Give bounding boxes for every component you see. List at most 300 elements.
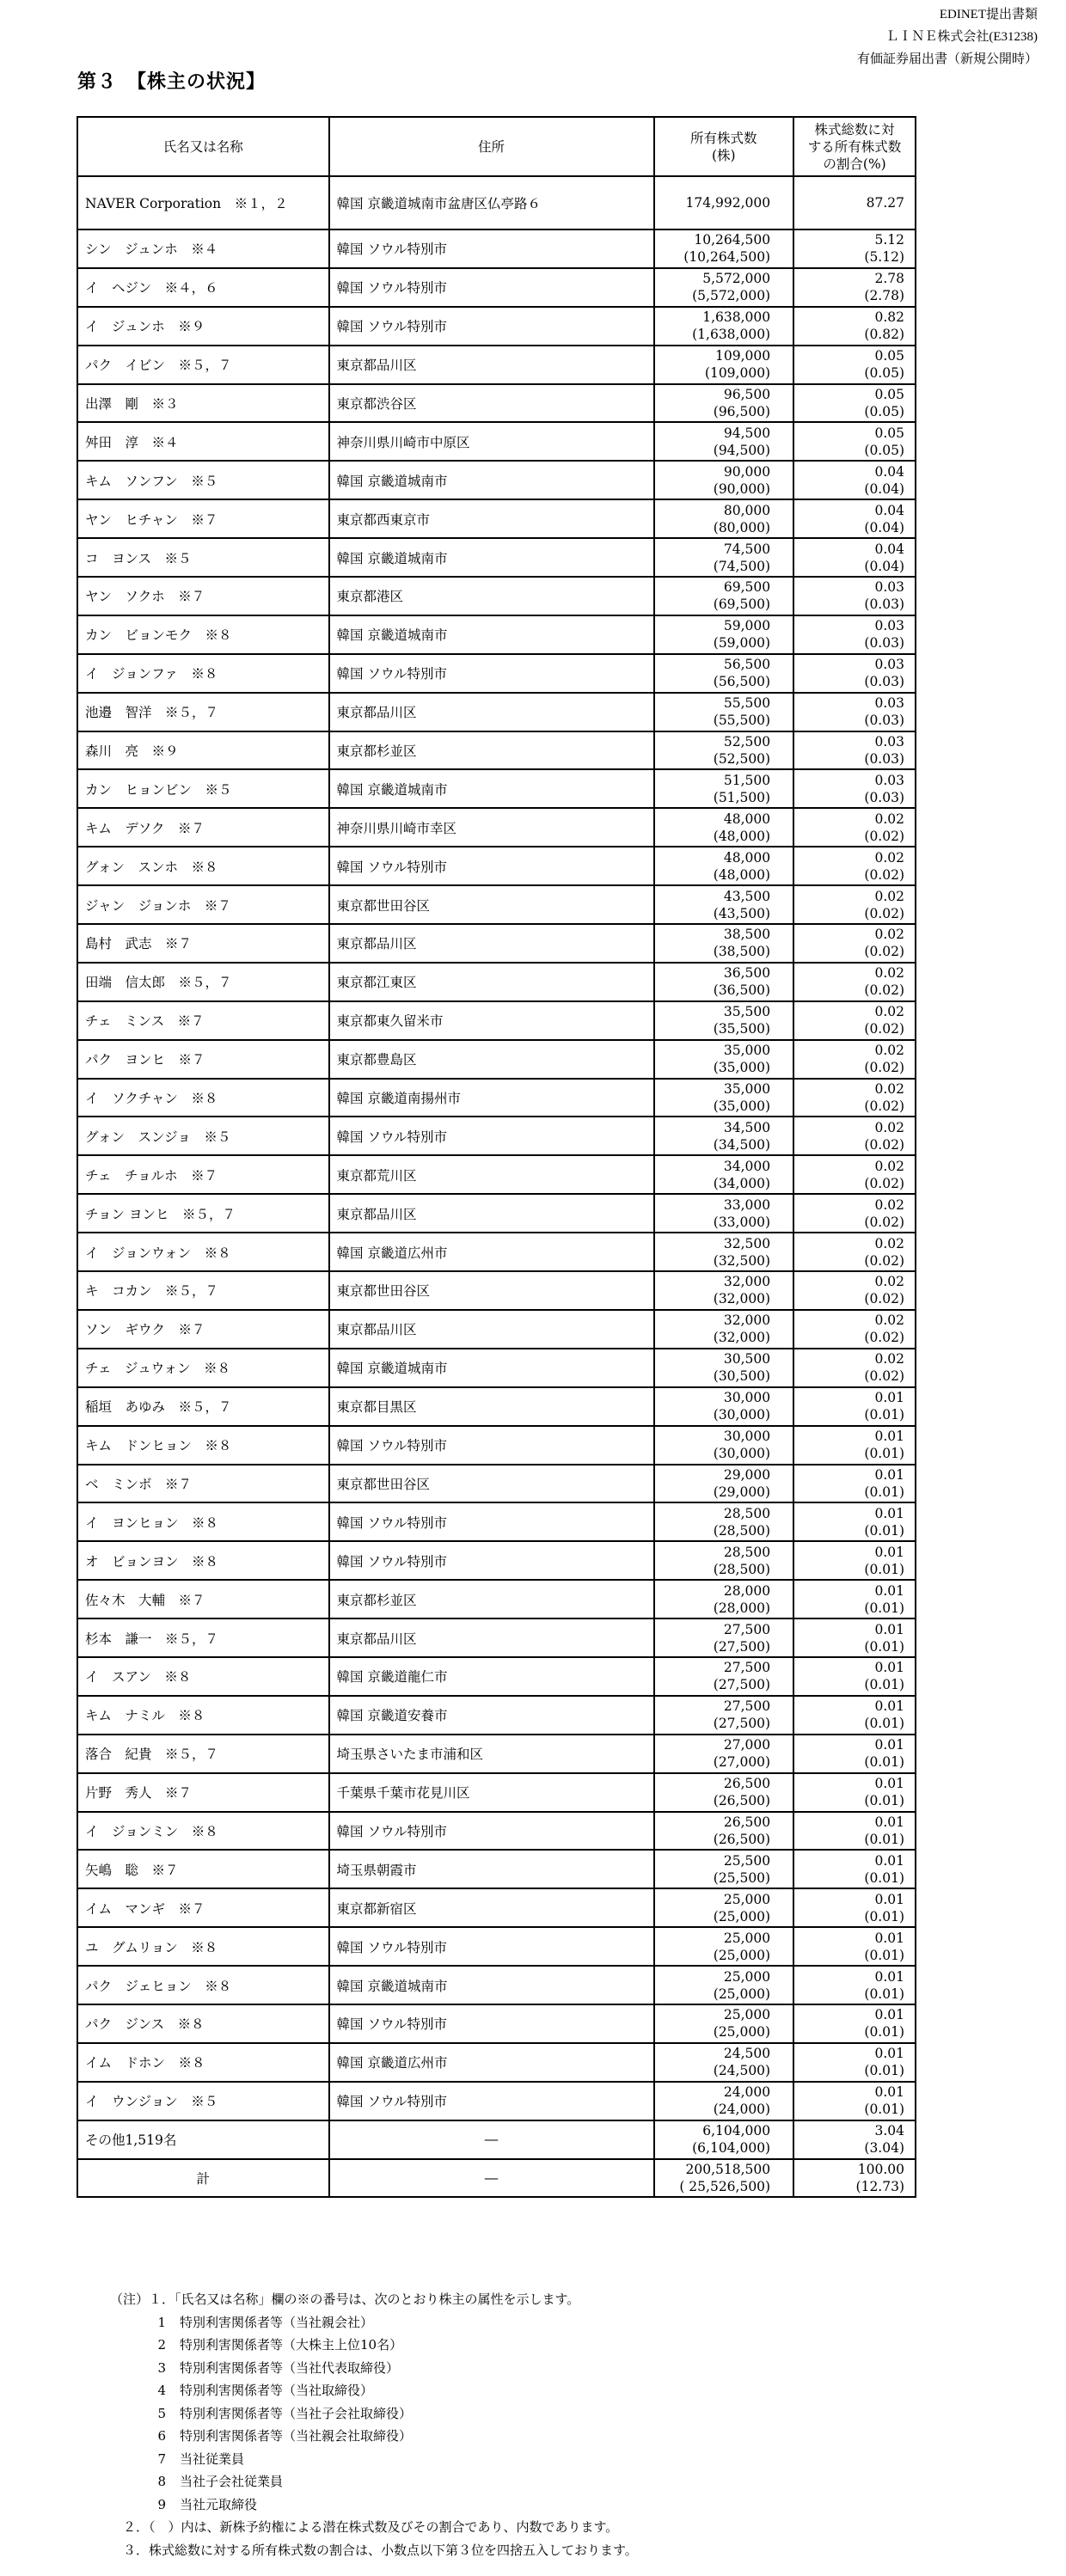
ratio-latent-value: (5.12) — [864, 249, 904, 266]
attribute-text: 当社従業員 — [180, 2451, 245, 2467]
attribute-number: 2 — [157, 2337, 166, 2353]
shareholder-name: 稲垣 あゆみ ※５，７ — [77, 1387, 329, 1426]
shares-owned — [654, 2159, 794, 2198]
shareholder-name: イ ジョンファ ※８ — [77, 654, 329, 693]
ratio-value: 0.01 — [874, 1582, 904, 1599]
ratio-value: 0.03 — [874, 657, 904, 673]
shareholder-address: ― — [329, 2120, 654, 2159]
ratio-latent-value: (0.03) — [864, 635, 904, 652]
shareholder-name: 田端 信太郎 ※５，７ — [77, 963, 329, 1001]
shares-value: 32,500 — [723, 1235, 771, 1251]
shareholder-address: 韓国 ソウル特別市 — [329, 1426, 654, 1465]
shareholder-address: 韓国 ソウル特別市 — [329, 229, 654, 268]
shares-owned — [654, 1773, 794, 1812]
attribute-item — [147, 2470, 638, 2493]
ownership-ratio — [793, 538, 916, 577]
ratio-value: 0.01 — [874, 1737, 904, 1753]
ratio-value: 0.82 — [874, 309, 904, 326]
table-row — [77, 615, 916, 654]
shareholder-name: パク ジェヒョン ※８ — [77, 1966, 329, 2004]
shareholder-address: 韓国 京畿道南揚州市 — [329, 1079, 654, 1117]
ratio-latent-value: (0.01) — [864, 1793, 904, 1809]
document-header — [857, 3, 1038, 70]
shares-owned — [654, 1079, 794, 1117]
table-row — [77, 1387, 916, 1426]
shareholder-address: 韓国 京畿道城南市 — [329, 615, 654, 654]
ratio-latent-value: (0.04) — [864, 480, 904, 497]
shareholder-name: NAVER Corporation ※１，２ — [77, 176, 329, 229]
ownership-ratio — [793, 1079, 916, 1117]
ownership-ratio — [793, 1735, 916, 1773]
shareholder-name: イ ジョンミン ※８ — [77, 1812, 329, 1851]
shares-value: 27,500 — [723, 1660, 771, 1676]
ratio-latent-value: (0.01) — [864, 1446, 904, 1462]
ratio-value: 0.01 — [874, 1891, 904, 1907]
shares-latent-value: (109,000) — [704, 365, 771, 382]
shares-latent-value: (25,000) — [713, 1947, 771, 1963]
ratio-value: 5.12 — [874, 232, 904, 248]
ratio-latent-value: (0.02) — [864, 1021, 904, 1037]
ratio-latent-value: (0.01) — [864, 1407, 904, 1423]
shares-owned — [654, 924, 794, 963]
table-row — [77, 1657, 916, 1696]
table-row — [77, 654, 916, 693]
note-3: ３．株式総数に対する所有株式数の割合は、小数点以下第３位を四捨五入しております。 — [123, 2542, 638, 2558]
header-company: ＬＩＮＥ株式会社(E31238) — [885, 30, 1038, 44]
shares-owned — [654, 1618, 794, 1657]
ratio-latent-value: (0.05) — [864, 365, 904, 382]
shares-latent-value: (96,500) — [713, 404, 771, 419]
shares-owned — [654, 1040, 794, 1079]
ratio-latent-value: (0.02) — [864, 982, 904, 999]
ratio-latent-value: (0.01) — [864, 1600, 904, 1616]
ownership-ratio — [793, 2043, 916, 2082]
ratio-latent-value: (0.02) — [864, 1252, 904, 1269]
shares-owned — [654, 307, 794, 346]
shares-value: 30,500 — [723, 1351, 771, 1368]
shares-owned — [654, 1502, 794, 1541]
shares-value: 80,000 — [723, 502, 771, 518]
attribute-text: 特別利害関係者等（当社親会社取締役） — [180, 2428, 413, 2444]
ratio-latent-value: (0.02) — [864, 905, 904, 921]
ratio-value: 0.01 — [874, 1466, 904, 1483]
shareholder-address: 東京都渋谷区 — [329, 384, 654, 423]
shares-owned — [654, 1387, 794, 1426]
shares-value: 6,104,000 — [702, 2123, 771, 2139]
shareholder-name: イ ジュンホ ※９ — [77, 307, 329, 346]
shareholder-name: ユ グムリョン ※８ — [77, 1927, 329, 1966]
shareholder-name: 森川 亮 ※９ — [77, 731, 329, 770]
shares-value: 36,500 — [723, 965, 771, 982]
shares-value: 1,638,000 — [702, 309, 771, 326]
shareholder-address: 東京都杉並区 — [329, 731, 654, 770]
shares-latent-value: (34,500) — [713, 1136, 771, 1153]
shares-latent-value: (27,000) — [713, 1754, 771, 1771]
shares-owned — [654, 1812, 794, 1851]
shares-latent-value: (30,000) — [713, 1446, 771, 1462]
table-row — [77, 1696, 916, 1735]
ownership-ratio — [793, 1812, 916, 1851]
shares-owned — [654, 461, 794, 499]
shares-value: 5,572,000 — [702, 271, 771, 287]
shareholder-name: キ コカン ※５，７ — [77, 1271, 329, 1310]
header-ratio: 株式総数に対 する所有株式数 の割合(%) — [793, 117, 916, 176]
shareholder-address: ― — [329, 2159, 654, 2198]
table-row — [77, 963, 916, 1001]
shares-owned — [654, 1465, 794, 1503]
shares-latent-value: (55,500) — [713, 713, 771, 729]
table-row — [77, 1040, 916, 1079]
shareholder-address: 神奈川県川崎市中原区 — [329, 422, 654, 461]
shares-latent-value: (29,000) — [713, 1484, 771, 1500]
shares-owned — [654, 1850, 794, 1888]
shares-latent-value: (32,500) — [713, 1252, 771, 1269]
shares-latent-value: (35,000) — [713, 1060, 771, 1076]
shares-value: 94,500 — [723, 425, 771, 441]
attribute-text: 特別利害関係者等（当社代表取締役） — [180, 2359, 400, 2376]
table-row — [77, 1618, 916, 1657]
table-row — [77, 1580, 916, 1618]
shares-latent-value: (59,000) — [713, 635, 771, 652]
ratio-latent-value: (0.01) — [864, 1986, 904, 2002]
shares-owned — [654, 229, 794, 268]
shareholder-name: イム ドホン ※８ — [77, 2043, 329, 2082]
ownership-ratio — [793, 2082, 916, 2120]
shareholder-address: 埼玉県朝霞市 — [329, 1850, 654, 1888]
shareholder-address: 東京都品川区 — [329, 924, 654, 963]
table-row — [77, 1812, 916, 1851]
shareholder-address: 東京都西東京市 — [329, 499, 654, 538]
attribute-number: 9 — [157, 2496, 166, 2512]
table-row — [77, 2120, 916, 2159]
header-name: 氏名又は名称 — [77, 117, 329, 176]
shares-value: 174,992,000 — [685, 195, 771, 211]
shares-latent-value: (32,000) — [713, 1330, 771, 1346]
table-row — [77, 461, 916, 499]
shares-latent-value: (34,000) — [713, 1175, 771, 1191]
shares-latent-value: (30,000) — [713, 1407, 771, 1423]
shares-latent-value: (28,000) — [713, 1600, 771, 1616]
shareholder-name: カン ビョンモク ※８ — [77, 615, 329, 654]
ratio-latent-value: (0.04) — [864, 519, 904, 535]
shares-owned — [654, 1657, 794, 1696]
shares-owned — [654, 577, 794, 615]
shares-value: 29,000 — [723, 1466, 771, 1483]
shares-owned — [654, 1155, 794, 1194]
ownership-ratio — [793, 1194, 916, 1233]
shareholder-address: 東京都東久留米市 — [329, 1001, 654, 1040]
shares-value: 48,000 — [723, 849, 771, 866]
ownership-ratio — [793, 2004, 916, 2043]
table-row — [77, 1194, 916, 1233]
ownership-ratio — [793, 461, 916, 499]
shareholder-address: 韓国 京畿道龍仁市 — [329, 1657, 654, 1696]
shares-owned — [654, 1117, 794, 1155]
ratio-value: 0.03 — [874, 734, 904, 750]
shares-latent-value: (30,500) — [713, 1368, 771, 1385]
shares-latent-value: (27,500) — [713, 1638, 771, 1655]
ratio-value: 0.02 — [874, 811, 904, 827]
ratio-value: 0.01 — [874, 2046, 904, 2062]
shares-owned — [654, 1966, 794, 2004]
ratio-latent-value: (0.01) — [864, 2024, 904, 2041]
table-row — [77, 1233, 916, 1271]
ownership-ratio — [793, 384, 916, 423]
shares-latent-value: (1,638,000) — [692, 327, 771, 343]
ratio-value: 0.01 — [874, 1930, 904, 1946]
shares-value: 26,500 — [723, 1776, 771, 1792]
table-row — [77, 2043, 916, 2082]
ratio-latent-value: (0.01) — [864, 1831, 904, 1847]
shareholder-name: キム ソンフン ※５ — [77, 461, 329, 499]
shareholder-address: 韓国 ソウル特別市 — [329, 654, 654, 693]
ownership-ratio — [793, 1580, 916, 1618]
shares-value: 51,500 — [723, 772, 771, 788]
table-row — [77, 1966, 916, 2004]
table-row — [77, 1155, 916, 1194]
shares-latent-value: (28,500) — [713, 1561, 771, 1577]
shares-owned — [654, 1310, 794, 1349]
shareholder-name: ベ ミンボ ※７ — [77, 1465, 329, 1503]
shares-latent-value: (56,500) — [713, 674, 771, 690]
attribute-number: 4 — [157, 2383, 166, 2398]
shares-latent-value: (36,500) — [713, 982, 771, 999]
ratio-value: 0.05 — [874, 348, 904, 364]
shares-owned — [654, 1696, 794, 1735]
total-row — [77, 2159, 916, 2198]
ratio-latent-value: (0.01) — [864, 1908, 904, 1924]
shares-value: 109,000 — [715, 348, 771, 364]
table-row — [77, 731, 916, 770]
shareholder-name: カン ヒョンビン ※５ — [77, 769, 329, 808]
shares-latent-value: (26,500) — [713, 1793, 771, 1809]
shareholder-address: 韓国 京畿道城南市 — [329, 538, 654, 577]
ownership-ratio — [793, 963, 916, 1001]
ratio-value: 0.05 — [874, 387, 904, 402]
ownership-ratio — [793, 769, 916, 808]
ratio-latent-value: (0.02) — [864, 1175, 904, 1191]
shares-latent-value: (48,000) — [713, 828, 771, 844]
shares-owned — [654, 1888, 794, 1927]
shares-latent-value: (25,000) — [713, 2024, 771, 2041]
shares-owned — [654, 1735, 794, 1773]
shareholder-address: 韓国 ソウル特別市 — [329, 2082, 654, 2120]
ratio-latent-value: (0.02) — [864, 1136, 904, 1153]
ratio-latent-value: (0.05) — [864, 442, 904, 458]
ownership-ratio — [793, 1966, 916, 2004]
ratio-value: 0.02 — [874, 1004, 904, 1020]
shares-value: 25,000 — [723, 2007, 771, 2023]
ownership-ratio — [793, 924, 916, 963]
shareholder-address: 東京都品川区 — [329, 1618, 654, 1657]
header-edinet: EDINET提出書類 — [939, 8, 1038, 21]
shares-value: 10,264,500 — [694, 232, 771, 248]
shareholder-name: グォン スンジョ ※５ — [77, 1117, 329, 1155]
shareholder-address: 韓国 ソウル特別市 — [329, 307, 654, 346]
ratio-value: 0.02 — [874, 927, 904, 943]
ratio-value: 0.02 — [874, 1351, 904, 1368]
shareholder-address: 東京都港区 — [329, 577, 654, 615]
shares-value: 43,500 — [723, 888, 771, 904]
shares-owned — [654, 346, 794, 384]
shareholder-address: 韓国 京畿道城南市 — [329, 461, 654, 499]
shareholder-address: 東京都世田谷区 — [329, 1271, 654, 1310]
shareholder-name: パク ヨンヒ ※７ — [77, 1040, 329, 1079]
table-row — [77, 1117, 916, 1155]
shareholder-address: 東京都品川区 — [329, 346, 654, 384]
ownership-ratio — [793, 1155, 916, 1194]
note-1-intro: （注）１．「氏名又は名称」欄の※の番号は、次のとおり株主の属性を示します。 — [110, 2291, 580, 2307]
shareholder-name: 片野 秀人 ※７ — [77, 1773, 329, 1812]
shares-latent-value: (69,500) — [713, 597, 771, 613]
shares-owned — [654, 769, 794, 808]
shareholder-name: ヤン ヒチャン ※７ — [77, 499, 329, 538]
ratio-latent-value: (0.01) — [864, 1484, 904, 1500]
shares-value: 32,000 — [723, 1274, 771, 1290]
ownership-ratio — [793, 422, 916, 461]
table-row — [77, 693, 916, 731]
table-row — [77, 1773, 916, 1812]
shares-owned — [654, 1580, 794, 1618]
ratio-latent-value: (0.02) — [864, 1060, 904, 1076]
shares-latent-value: (74,500) — [713, 558, 771, 574]
ratio-latent-value: (0.01) — [864, 1869, 904, 1886]
ownership-ratio — [793, 229, 916, 268]
shares-latent-value: (5,572,000) — [692, 288, 771, 304]
shareholder-name: ヤン ソクホ ※７ — [77, 577, 329, 615]
shares-latent-value: (48,000) — [713, 866, 771, 883]
shareholder-address: 東京都杉並区 — [329, 1580, 654, 1618]
shareholder-address: 韓国 京畿道広州市 — [329, 1233, 654, 1271]
ownership-ratio — [793, 1349, 916, 1387]
ownership-ratio — [793, 346, 916, 384]
ratio-latent-value: (0.01) — [864, 1677, 904, 1693]
shareholder-address: 埼玉県さいたま市浦和区 — [329, 1735, 654, 1773]
shares-owned — [654, 499, 794, 538]
shareholder-name: イ ウンジョン ※５ — [77, 2082, 329, 2120]
shareholders-table — [77, 116, 916, 2198]
ratio-value: 0.02 — [874, 1043, 904, 1059]
ratio-latent-value: (0.01) — [864, 2063, 904, 2079]
shareholder-name: チェ チョルホ ※７ — [77, 1155, 329, 1194]
shares-owned — [654, 2082, 794, 2120]
shares-value: 69,500 — [723, 579, 771, 596]
table-row — [77, 307, 916, 346]
shareholder-name: ジャン ジョンホ ※７ — [77, 885, 329, 924]
attribute-item — [147, 2334, 638, 2357]
shareholder-address: 韓国 ソウル特別市 — [329, 2004, 654, 2043]
shareholder-name: 舛田 淳 ※４ — [77, 422, 329, 461]
section-title: 第３ 【株主の状況】 — [77, 71, 266, 93]
shareholder-name: 杉本 謙一 ※５，７ — [77, 1618, 329, 1657]
shareholder-name: イ ヨンヒョン ※８ — [77, 1502, 329, 1541]
ownership-ratio — [793, 693, 916, 731]
ratio-latent-value: (0.05) — [864, 404, 904, 419]
shareholder-address: 韓国 京畿道広州市 — [329, 2043, 654, 2082]
shareholder-name: パク イビン ※５，７ — [77, 346, 329, 384]
attribute-text: 特別利害関係者等（当社子会社取締役） — [180, 2405, 413, 2421]
shares-owned — [654, 2043, 794, 2082]
ratio-latent-value: (0.02) — [864, 1214, 904, 1230]
header-shares: 所有株式数 (株) — [654, 117, 794, 176]
ownership-ratio — [793, 615, 916, 654]
table-row — [77, 1001, 916, 1040]
shares-owned — [654, 885, 794, 924]
ownership-ratio — [793, 1271, 916, 1310]
shares-value: 32,000 — [723, 1312, 771, 1329]
shareholder-name: グォン スンホ ※８ — [77, 847, 329, 885]
shares-latent-value: (33,000) — [713, 1214, 771, 1230]
ratio-value: 0.02 — [874, 1312, 904, 1329]
table-row — [77, 1079, 916, 1117]
shareholder-name: その他1,519名 — [77, 2120, 329, 2159]
shares-value: 27,500 — [723, 1698, 771, 1715]
shares-value: 56,500 — [723, 657, 771, 673]
shares-value: 34,500 — [723, 1119, 771, 1135]
table-row — [77, 577, 916, 615]
shareholder-address: 東京都世田谷区 — [329, 1465, 654, 1503]
shares-owned — [654, 1541, 794, 1580]
ownership-ratio — [793, 268, 916, 307]
ratio-latent-value: (0.01) — [864, 1561, 904, 1577]
shares-value: 35,000 — [723, 1081, 771, 1098]
attribute-number: 5 — [157, 2405, 166, 2421]
shares-value: 28,000 — [723, 1582, 771, 1599]
shareholder-address: 東京都荒川区 — [329, 1155, 654, 1194]
ratio-value: 0.01 — [874, 1390, 904, 1406]
shares-owned — [654, 1001, 794, 1040]
ownership-ratio — [793, 1465, 916, 1503]
shares-value: 25,000 — [723, 1891, 771, 1907]
ratio-value: 0.02 — [874, 965, 904, 982]
shareholder-name: 矢嶋 聡 ※７ — [77, 1850, 329, 1888]
table-row — [77, 1735, 916, 1773]
shares-latent-value: (38,500) — [713, 944, 771, 960]
shareholder-name: チェ ミンス ※７ — [77, 1001, 329, 1040]
ratio-latent-value: (0.03) — [864, 751, 904, 768]
shares-owned — [654, 2004, 794, 2043]
shareholder-address: 韓国 京畿道城南市 — [329, 1349, 654, 1387]
shares-owned — [654, 384, 794, 423]
ownership-ratio — [793, 1001, 916, 1040]
attribute-number: 6 — [157, 2428, 166, 2444]
ownership-ratio — [793, 654, 916, 693]
table-row — [77, 1502, 916, 1541]
shareholder-name: 島村 武志 ※７ — [77, 924, 329, 963]
footnotes — [110, 2288, 638, 2561]
ratio-value: 0.01 — [874, 2007, 904, 2023]
ratio-value: 0.04 — [874, 502, 904, 518]
ownership-ratio — [793, 847, 916, 885]
ratio-latent-value: (0.02) — [864, 944, 904, 960]
ratio-value: 0.02 — [874, 1081, 904, 1098]
table-row — [77, 1927, 916, 1966]
ratio-value: 0.01 — [874, 1621, 904, 1637]
table-row — [77, 346, 916, 384]
table-row — [77, 1850, 916, 1888]
ownership-ratio — [793, 1310, 916, 1349]
shares-latent-value: (6,104,000) — [692, 2140, 771, 2157]
table-row — [77, 422, 916, 461]
shares-latent-value: ( 25,526,500) — [679, 2178, 771, 2194]
shares-owned — [654, 538, 794, 577]
shares-latent-value: (27,500) — [713, 1716, 771, 1732]
shareholder-address: 千葉県千葉市花見川区 — [329, 1773, 654, 1812]
shares-latent-value: (32,000) — [713, 1291, 771, 1307]
ownership-ratio — [793, 1927, 916, 1966]
shares-owned — [654, 693, 794, 731]
shares-latent-value: (35,000) — [713, 1098, 771, 1115]
